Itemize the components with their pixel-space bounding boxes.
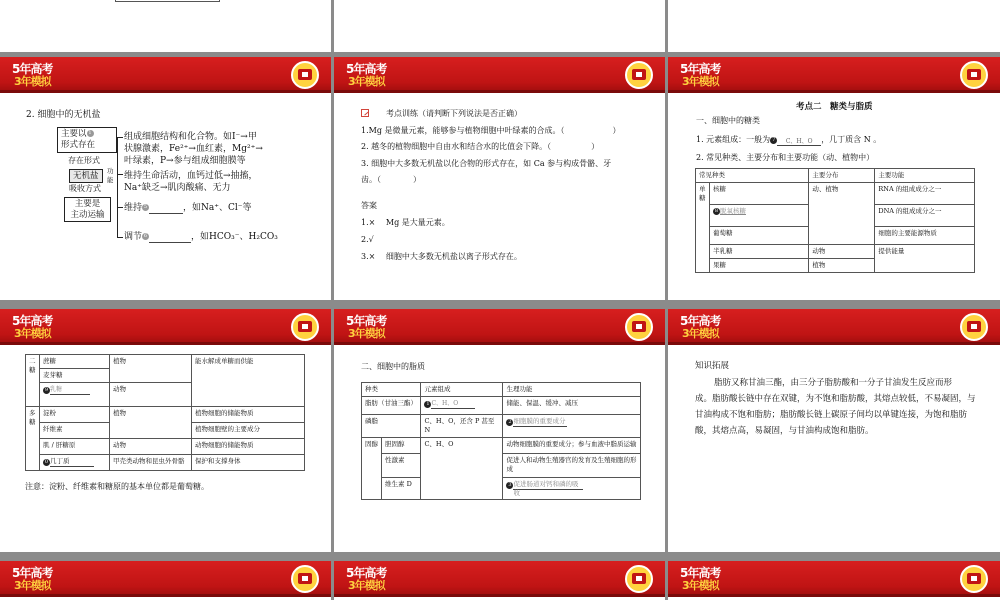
blank-marker-icon: 9 xyxy=(44,386,49,393)
question-3b: 齿。（ ） xyxy=(361,175,421,184)
table-cell xyxy=(40,455,110,471)
table-cell: 动物 xyxy=(110,439,192,455)
table-cell: DNA 的组成成分之一 xyxy=(875,205,975,227)
bracket-line xyxy=(117,137,118,237)
table-cell: 细胞的主要能源物质 xyxy=(875,227,975,245)
logo xyxy=(12,60,53,90)
table-row xyxy=(362,438,641,454)
logo-line2: 3年模拟 xyxy=(682,327,719,340)
func-1c: 叶绿素，P→参与组成细胞膜等 xyxy=(124,156,246,166)
element-line xyxy=(696,134,881,146)
blank-marker-icon: 0 xyxy=(44,458,49,465)
slide-3 xyxy=(668,0,1000,52)
transport-line1: 主要是 xyxy=(74,199,101,209)
table-row xyxy=(696,183,975,205)
lipid-title: 二、细胞中的脂质 xyxy=(361,362,425,371)
element-prefix: 1. 元素组成：一般为 xyxy=(696,135,771,144)
func-4-prefix: 调节 xyxy=(124,232,143,242)
func-3 xyxy=(124,202,252,214)
table-cell: 植物细胞的储能物质 xyxy=(192,407,305,423)
arrow-line-1 xyxy=(117,137,123,138)
logo-line1: 5年高考 xyxy=(680,314,721,328)
func-3-prefix: 维持 xyxy=(124,203,143,213)
banner xyxy=(334,561,665,597)
table-header-row xyxy=(362,383,641,397)
slide-10 xyxy=(0,561,331,600)
table-cell: 肌 / 肝糖原 xyxy=(40,439,110,455)
logo-line2: 3年模拟 xyxy=(14,579,51,592)
arrow-line-4 xyxy=(117,237,123,238)
table-row xyxy=(26,355,305,369)
form-box xyxy=(57,127,117,153)
table-cell: 提供能量 xyxy=(875,245,975,273)
table-cell: 麦芽糖 xyxy=(40,369,110,383)
table-cell: 植物 xyxy=(110,355,192,383)
answer-blank: C、H、O xyxy=(777,136,821,146)
blank-marker-icon: 5 xyxy=(143,204,148,210)
logo-line1: 5年高考 xyxy=(680,62,721,76)
logo-line1: 5年高考 xyxy=(346,62,387,76)
table-cell: 性激素 xyxy=(382,454,421,478)
table-row xyxy=(362,415,641,438)
table-cell xyxy=(421,397,503,415)
table-row xyxy=(26,455,305,471)
table-cell: RNA 的组成成分之一 xyxy=(875,183,975,205)
table-cell: 植物细胞壁的主要成分 xyxy=(192,423,305,439)
table-cell: 甲壳类动物和昆虫外骨骼 xyxy=(110,455,192,471)
logo xyxy=(680,312,721,342)
banner xyxy=(668,561,1000,597)
table-cell xyxy=(710,205,809,227)
func-4-suffix: ，如HCO₃⁻、H₂CO₃ xyxy=(191,232,278,242)
badge-icon xyxy=(625,565,653,593)
pencil-icon xyxy=(361,109,369,117)
table-cell: 植物 xyxy=(110,407,192,439)
sugar-table xyxy=(695,168,975,273)
badge-icon xyxy=(291,565,319,593)
table-header-cell: 常见种类 xyxy=(696,169,809,183)
blank-marker-icon: 1 xyxy=(426,400,430,407)
func-4 xyxy=(124,231,278,243)
logo xyxy=(346,60,387,90)
table-cell: 淀粉 xyxy=(40,407,110,423)
logo xyxy=(12,312,53,342)
table-cell: 半乳糖 xyxy=(710,245,809,259)
form-box-label2: 形式存在 xyxy=(61,140,96,150)
polysaccharide-table xyxy=(25,354,305,471)
extension-line-3: 甘油构成不饱和脂肪；脂肪酸长链上碳原子间均以单键连接，为饱和脂肪 xyxy=(695,410,968,420)
func-3-suffix: ，如Na⁺、Cl⁻等 xyxy=(183,203,252,213)
answer-blank xyxy=(149,233,191,243)
form-box-label: 主要以 xyxy=(61,129,87,139)
logo xyxy=(680,60,721,90)
banner xyxy=(0,309,331,345)
func-2a: 维持生命活动，血钙过低→抽搐， xyxy=(124,171,258,181)
lipid-table xyxy=(361,382,641,500)
section-heading: 2. 细胞中的无机盐 xyxy=(26,110,101,120)
table-cell: C、H、O，还含 P 甚至 N xyxy=(421,415,503,438)
table-cell: 保护和支撑身体 xyxy=(192,455,305,471)
table-cell xyxy=(503,415,641,438)
answer-2: 2.√ xyxy=(361,235,374,244)
arrow-line-3 xyxy=(117,207,123,208)
question-2: 2. 越冬的植物细胞中自由水和结合水的比值会下降。（ ） xyxy=(361,142,600,151)
table-row xyxy=(696,245,975,259)
table-cell xyxy=(503,478,641,500)
logo-line1: 5年高考 xyxy=(346,566,387,580)
logo-line2: 3年模拟 xyxy=(14,75,51,88)
table-cell: 葡萄糖 xyxy=(710,227,809,245)
table-row xyxy=(26,407,305,423)
logo xyxy=(346,312,387,342)
logo-line2: 3年模拟 xyxy=(348,327,385,340)
subheading: 一、细胞中的糖类 xyxy=(696,116,760,125)
table-cell: 动物细胞膜的重要成分；参与血液中脂质运输 xyxy=(503,438,641,454)
table-row xyxy=(362,397,641,415)
question-3a: 3. 细胞中大多数无机盐以化合物的形式存在，如 Ca 参与构成骨骼、牙 xyxy=(361,159,612,168)
group-cell: 二糖 xyxy=(26,355,40,407)
group-cell: 单糖 xyxy=(696,183,710,273)
table-header-cell: 主要功能 xyxy=(875,169,975,183)
logo-line1: 5年高考 xyxy=(12,566,53,580)
extension-line-1: 脂肪又称甘油三酯，由三分子脂肪酸和一分子甘油发生反应而形 xyxy=(714,378,953,388)
extension-line-4: 酸，其熔点高，易凝固，与甘油构成饱和脂肪。 xyxy=(695,426,874,436)
table-row xyxy=(26,439,305,455)
table-header-cell: 主要分布 xyxy=(809,169,875,183)
slide-11 xyxy=(334,561,665,600)
banner xyxy=(334,57,665,93)
logo-line2: 3年模拟 xyxy=(14,327,51,340)
note: 注意：淀粉、纤维素和糖原的基本单位都是葡萄糖。 xyxy=(25,482,209,491)
table-cell: 胆固醇 xyxy=(382,438,421,454)
banner xyxy=(668,309,1000,345)
badge-icon xyxy=(291,313,319,341)
types-line: 2. 常见种类、主要分布和主要功能（动、植物中） xyxy=(696,153,875,162)
table-cell: 核糖 xyxy=(710,183,809,205)
logo-line1: 5年高考 xyxy=(680,566,721,580)
logo xyxy=(12,564,53,594)
badge-icon xyxy=(960,565,988,593)
blank-answer: 脱氧核糖 xyxy=(720,207,746,215)
logo xyxy=(346,564,387,594)
table-cell: 植物 xyxy=(809,259,875,273)
table-cell: 磷脂 xyxy=(362,415,421,438)
table-cell: 果糖 xyxy=(710,259,809,273)
slide-5 xyxy=(334,57,665,300)
center-box: 无机盐 xyxy=(69,169,103,183)
absorb-form-label: 吸收方式 xyxy=(69,184,101,193)
answer-blank: 促进肠道对钙和磷的吸收 xyxy=(513,480,583,490)
banner xyxy=(0,561,331,597)
slide-2 xyxy=(334,0,665,52)
exist-form-label: 存在形式 xyxy=(68,156,100,165)
transport-line2: 主动运输 xyxy=(70,210,105,220)
table-cell: 储能、保温、缓冲、减压 xyxy=(503,397,641,415)
badge-icon xyxy=(960,313,988,341)
slide-1 xyxy=(0,0,331,52)
transport-box xyxy=(64,197,111,222)
blank-marker-icon: 8 xyxy=(714,207,719,214)
table-cell: 维生素 D xyxy=(382,478,421,500)
answer-blank: 乳糖 xyxy=(50,385,90,395)
extension-title: 知识拓展 xyxy=(695,361,730,371)
extension-line-2: 成。脂肪酸长链中存在双键，为不饱和脂肪酸，其熔点较低，不易凝固，与 xyxy=(695,394,976,404)
table-header-cell: 生理功能 xyxy=(503,383,641,397)
banner xyxy=(334,309,665,345)
slide-8 xyxy=(334,309,665,552)
arrow-line-2 xyxy=(117,174,123,175)
answer-blank: 几丁质 xyxy=(50,457,94,467)
answer-blank: C、H、O xyxy=(431,399,475,409)
table-cell: 能水解成单糖而供能 xyxy=(192,355,305,407)
answer-blank xyxy=(149,204,183,214)
table-cell: 蔗糖 xyxy=(40,355,110,369)
banner xyxy=(0,57,331,93)
banner xyxy=(668,57,1000,93)
answer-3: 3.× 细胞中大多数无机盐以离子形式存在。 xyxy=(361,252,522,261)
logo-line1: 5年高考 xyxy=(12,62,53,76)
blank-marker-icon: 7 xyxy=(772,136,776,143)
func-2b: Na⁺缺乏→肌肉酸痛、无力 xyxy=(124,183,231,193)
table-header-cell: 种类 xyxy=(362,383,421,397)
badge-icon xyxy=(291,61,319,89)
badge-icon xyxy=(625,61,653,89)
group-cell: 固醇 xyxy=(362,438,382,500)
blank-marker-icon: 3 xyxy=(508,481,512,488)
table-cell: 纤维素 xyxy=(40,423,110,439)
answer-heading: 答案 xyxy=(361,201,377,210)
blank-marker-icon: 6 xyxy=(143,233,148,239)
func-1a: 组成细胞结构和化合物。如I⁻→甲 xyxy=(124,132,257,142)
table-cell: 动物细胞的储能物质 xyxy=(192,439,305,455)
table-header-cell: 元素组成 xyxy=(421,383,503,397)
group-cell: 多糖 xyxy=(26,407,40,471)
slide-4 xyxy=(0,57,331,300)
table-cell: 脂肪（甘油三酯） xyxy=(362,397,421,415)
table-cell: C、H、O xyxy=(421,438,503,500)
partial-formula-box xyxy=(115,0,220,2)
blank-marker-icon: 2 xyxy=(508,418,512,425)
logo xyxy=(680,564,721,594)
blank-marker-icon: 1 xyxy=(88,130,92,136)
logo-line2: 3年模拟 xyxy=(348,75,385,88)
answer-blank: 细胞膜的重要成分 xyxy=(513,417,566,425)
table-cell: 动、植物 xyxy=(809,183,875,245)
element-suffix: ，几丁质含 N 。 xyxy=(821,135,882,144)
table-cell xyxy=(40,383,110,407)
slide-12 xyxy=(668,561,1000,600)
practice-title: 考点训练（请判断下列说法是否正确） xyxy=(386,109,522,118)
logo-line2: 3年模拟 xyxy=(682,579,719,592)
answer-1: 1.× Mg 是大量元素。 xyxy=(361,218,450,227)
badge-icon xyxy=(625,313,653,341)
logo-line1: 5年高考 xyxy=(346,314,387,328)
question-1: 1.Mg 是微量元素，能够参与植物细胞中叶绿素的合成。（ ） xyxy=(361,126,621,135)
table-cell: 动物 xyxy=(809,245,875,259)
table-header-row xyxy=(696,169,975,183)
badge-icon xyxy=(960,61,988,89)
logo-line2: 3年模拟 xyxy=(348,579,385,592)
table-cell: 促进人和动物生殖器官的发育及生殖细胞的形成 xyxy=(503,454,641,478)
slide-9 xyxy=(668,309,1000,552)
slide-7 xyxy=(0,309,331,552)
logo-line2: 3年模拟 xyxy=(682,75,719,88)
func-1b: 状腺激素，Fe²⁺→血红素，Mg²⁺→ xyxy=(124,144,263,154)
logo-line1: 5年高考 xyxy=(12,314,53,328)
function-side-label: 功能 xyxy=(107,167,114,184)
table-cell: 动物 xyxy=(110,383,192,407)
topic-title: 考点二 糖类与脂质 xyxy=(796,102,873,112)
slide-6 xyxy=(668,57,1000,300)
